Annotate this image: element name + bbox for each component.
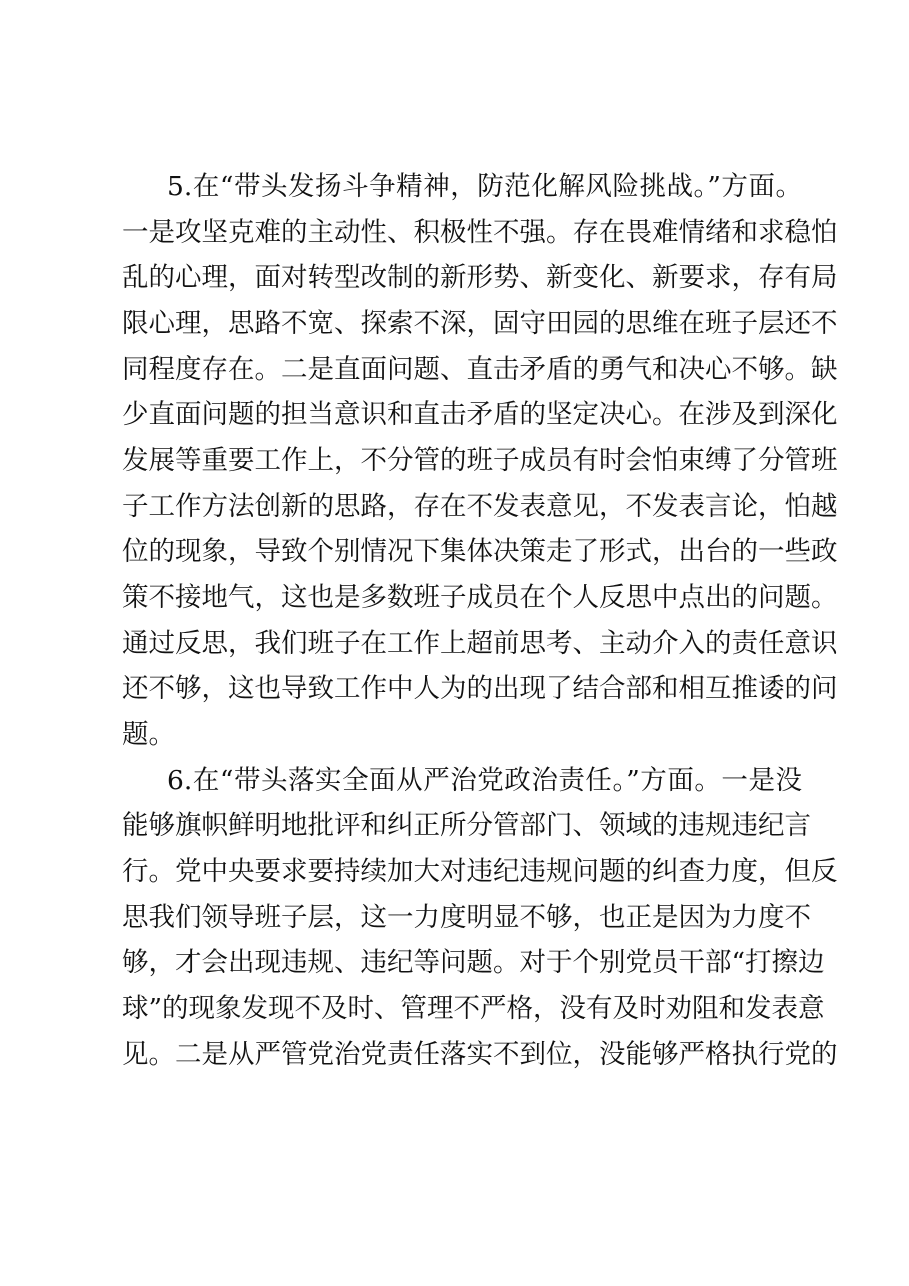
paragraph-2-line-6: 球”的现象发现不及时、管理不严格，没有及时劝阻和发表意 xyxy=(122,993,825,1024)
paragraph-1-line-9: 位的现象，导致个别情况下集体决策走了形式，出台的一些政 xyxy=(122,536,838,567)
paragraph-1-line-1: 5.在“带头发扬斗争精神，防范化解风险挑战。”方面。 xyxy=(167,171,802,202)
paragraph-1-line-8: 子工作方法创新的思路，存在不发表意见，不发表言论，怕越 xyxy=(122,491,838,522)
paragraph-2-line-7: 见。二是从严管党治党责任落实不到位，没能够严格执行党的 xyxy=(122,1039,838,1070)
paragraph-2-line-3: 行。党中央要求要持续加大对违纪违规问题的纠查力度，但反 xyxy=(122,856,838,887)
paragraph-1-line-2: 一是攻坚克难的主动性、积极性不强。存在畏难情绪和求稳怕 xyxy=(122,217,838,248)
paragraph-1-line-12: 还不够，这也导致工作中人为的出现了结合部和相互推诿的问 xyxy=(122,673,838,704)
paragraph-2-line-5: 够，才会出现违规、违纪等问题。对于个别党员干部“打擦边 xyxy=(122,947,825,978)
paragraph-1-line-6: 少直面问题的担当意识和直击矛盾的坚定决心。在涉及到深化 xyxy=(122,399,838,430)
paragraph-1-line-5: 同程度存在。二是直面问题、直击矛盾的勇气和决心不够。缺 xyxy=(122,354,838,385)
paragraph-2-line-2: 能够旗帜鲜明地批评和纠正所分管部门、领域的违规违纪言 xyxy=(122,810,811,841)
paragraph-1-line-4: 限心理，思路不宽、探索不深，固守田园的思维在班子层还不 xyxy=(122,308,838,339)
paragraph-1-line-3: 乱的心理，面对转型改制的新形势、新变化、新要求，存有局 xyxy=(122,262,838,293)
paragraph-1-line-10: 策不接地气，这也是多数班子成员在个人反思中点出的问题。 xyxy=(122,582,838,613)
paragraph-1-line-7: 发展等重要工作上，不分管的班子成员有时会怕束缚了分管班 xyxy=(122,445,838,476)
paragraph-1-line-11: 通过反思，我们班子在工作上超前思考、主动介入的责任意识 xyxy=(122,628,838,659)
paragraph-2-line-4: 思我们领导班子层，这一力度明显不够，也正是因为力度不 xyxy=(122,902,811,933)
paragraph-2-line-1: 6.在“带头落实全面从严治党政治责任。”方面。一是没 xyxy=(167,765,802,796)
paragraph-1-line-13: 题。 xyxy=(122,719,175,750)
